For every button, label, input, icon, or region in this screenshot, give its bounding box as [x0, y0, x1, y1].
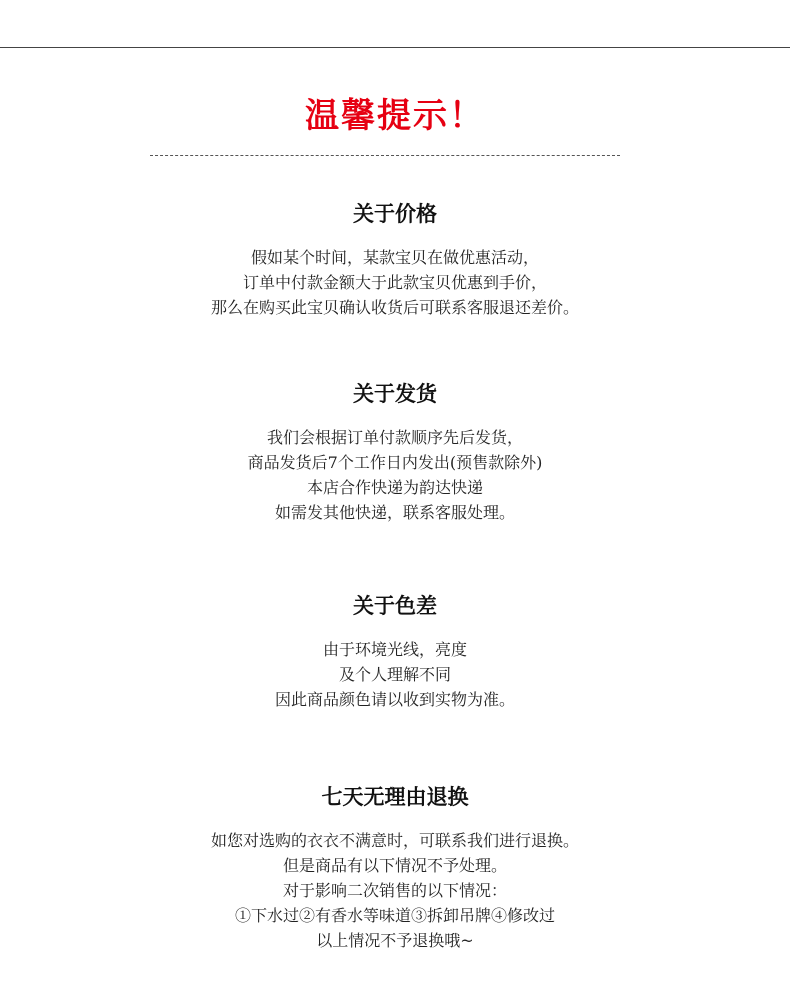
color-line-2: 及个人理解不同 [338, 665, 451, 684]
shipping-line-2: 商品发货后7个工作日内发出(预售款除外) [247, 453, 543, 472]
shipping-line-4: 如需发其他快递，联系客服处理。 [274, 503, 515, 522]
returns-section-title: 七天无理由退换 [321, 785, 469, 809]
page-title: 温馨提示！ [305, 96, 485, 136]
color-line-3: 因此商品颜色请以收到实物为准。 [274, 690, 515, 709]
color-section [0, 591, 790, 712]
returns-line-1: 如您对选购的衣衣不满意时，可联系我们进行退换。 [210, 831, 579, 850]
shipping-line-1: 我们会根据订单付款顺序先后发货， [266, 428, 523, 447]
top-divider [0, 47, 790, 48]
price-line-2: 订单中付款金额大于此款宝贝优惠到手价， [242, 273, 547, 292]
dashed-divider [150, 155, 620, 156]
shipping-section-body [0, 425, 790, 525]
returns-section [0, 782, 790, 953]
color-section-body [0, 637, 790, 712]
shipping-line-3: 本店合作快递为韵达快递 [306, 478, 483, 497]
price-section-title: 关于价格 [353, 202, 437, 226]
color-section-title: 关于色差 [353, 594, 437, 618]
shipping-section-title: 关于发货 [353, 382, 437, 406]
color-line-1: 由于环境光线，亮度 [322, 640, 467, 659]
returns-line-4: ①下水过②有香水等味道③拆卸吊牌④修改过 [234, 906, 555, 925]
returns-line-3: 对于影响二次销售的以下情况： [282, 881, 507, 900]
price-section-body [0, 245, 790, 320]
price-line-1: 假如某个时间，某款宝贝在做优惠活动， [250, 248, 539, 267]
price-line-3: 那么在购买此宝贝确认收货后可联系客服退还差价。 [210, 298, 579, 317]
shipping-section [0, 379, 790, 525]
returns-line-5: 以上情况不予退换哦~ [316, 931, 474, 950]
returns-section-body [0, 828, 790, 953]
price-section [0, 199, 790, 320]
returns-line-2: 但是商品有以下情况不予处理。 [282, 856, 507, 875]
